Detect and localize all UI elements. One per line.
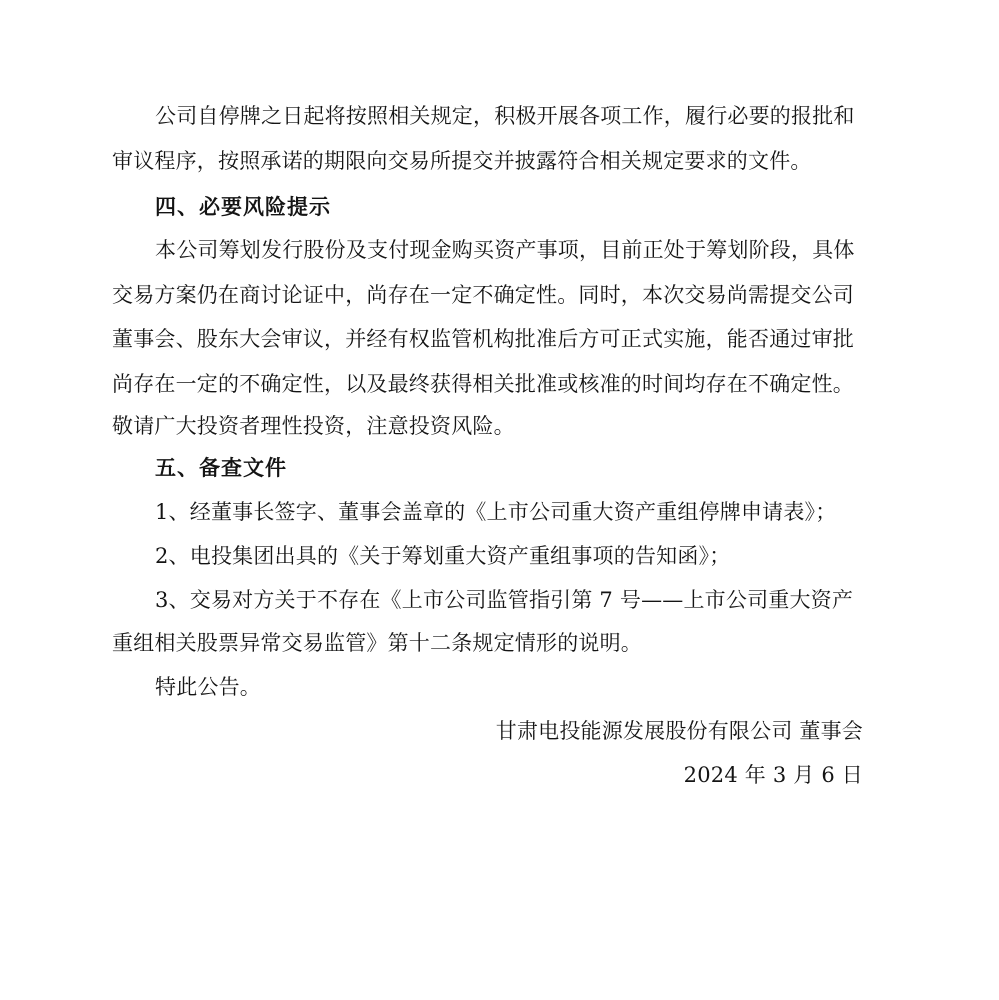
section-heading-documents: 五、备查文件 — [155, 456, 287, 480]
section-heading-risk: 四、必要风险提示 — [155, 195, 331, 219]
paragraph-text: 审议程序，按照承诺的期限向交易所提交并披露符合相关规定要求的文件。 — [112, 149, 812, 173]
closing-text: 特此公告。 — [155, 675, 261, 699]
list-item: 1、经董事长签字、董事会盖章的《上市公司重大资产重组停牌申请表》； — [155, 500, 837, 524]
paragraph-text: 尚存在一定的不确定性，以及最终获得相关批准或核准的时间均存在不确定性。 — [112, 372, 854, 396]
list-item: 3、交易对方关于不存在《上市公司监管指引第 7 号——上市公司重大资产 — [155, 588, 854, 612]
paragraph-text: 敬请广大投资者理性投资，注意投资风险。 — [112, 414, 515, 438]
list-item-continuation: 重组相关股票异常交易监管》第十二条规定情形的说明。 — [112, 631, 642, 655]
paragraph-text: 公司自停牌之日起将按照相关规定，积极开展各项工作，履行必要的报批和 — [155, 104, 855, 128]
paragraph-text: 董事会、股东大会审议，并经有权监管机构批准后方可正式实施，能否通过审批 — [112, 327, 854, 351]
signature-date: 2024 年 3 月 6 日 — [683, 763, 863, 787]
signature-company: 甘肃电投能源发展股份有限公司 董事会 — [495, 719, 863, 743]
paragraph-text: 本公司筹划发行股份及支付现金购买资产事项，目前正处于筹划阶段，具体 — [155, 238, 855, 262]
list-item: 2、电投集团出具的《关于筹划重大资产重组事项的告知函》； — [155, 544, 731, 568]
paragraph-text: 交易方案仍在商讨论证中，尚存在一定不确定性。同时，本次交易尚需提交公司 — [112, 283, 854, 307]
